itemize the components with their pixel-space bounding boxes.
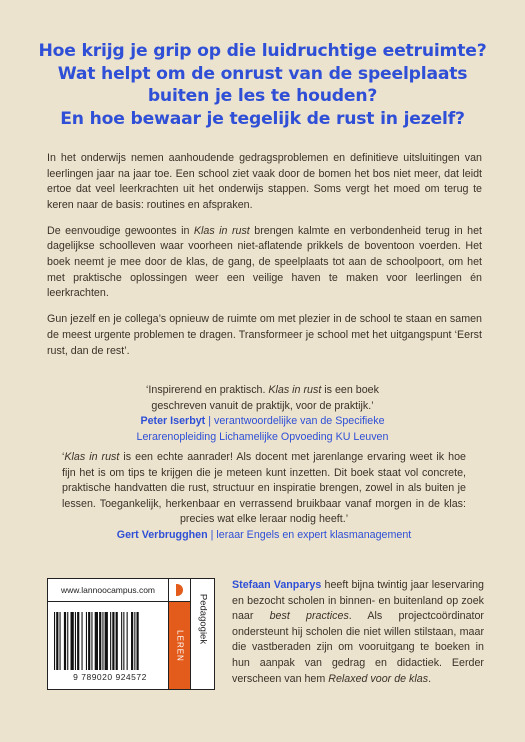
headline-1: Hoe krijg je grip op die luidruchtige eetruimte?: [38, 41, 487, 61]
author-bio: [232, 578, 484, 687]
book-title: Klas in rust: [193, 224, 250, 237]
quote-1-line-1: [60, 383, 465, 399]
separator: |: [208, 415, 212, 428]
quote-2-attribution: [62, 528, 466, 544]
blurb: [47, 151, 482, 370]
quote-2-book-title: Klas in rust: [64, 451, 120, 463]
quote-2-body: is een echte aanrader! Als docent met jarenlange ervaring weet ik hoe fijn het is om tips te krijgen die je meteen kunt inzetten. Dit boek staat vol concrete, praktische handvatten die rust, structuur en inspiratie brengen, zowel in als buiten je lessen. Toegankelijk, herkenbaar en verrassend bruikbaar vanaf morgen in de klas: precies wat elke leraar nodig heeft.’: [62, 451, 467, 526]
quote-1-role-1: verantwoordelijke van de Specifieke: [214, 415, 385, 428]
isbn-number: 9 789020 924572: [73, 672, 147, 682]
barcode-icon: [54, 612, 166, 670]
headline-3: En hoe bewaar je tegelijk de rust in jezelf?: [60, 109, 465, 129]
author-bio-a: heeft bijna twintig jaar leservaring en bezocht scholen in binnen- en buitenland op zoek naar: [232, 579, 484, 623]
quote-1-line-2: geschreven vanuit de praktijk, voor de praktijk.’: [151, 399, 374, 412]
headline-block: [30, 40, 495, 130]
barcode-panel: [47, 578, 215, 690]
quote-1-role-2: Lerarenopleiding Lichamelijke Opvoeding KU Leuven: [136, 430, 389, 443]
quote-1-attribution: [60, 414, 465, 430]
quote-2-role: leraar Engels en expert klasmanagement: [216, 528, 412, 541]
quote-1: [60, 383, 465, 445]
author-previous-book: Relaxed voor de klas: [328, 672, 429, 685]
p2-text-end: brengen kalmte en verbondenheid terug in het dagelijkse schoolleven waar voorheen niet-aflatende prikkels de boventoon voerden. Het boek neemt je mee door de klas, de gang, de speelplaats tot aan de schoolpoort, om het met praktische oplossingen weer een veilige haven te maken voor leerlingen én leerkrachten.: [47, 224, 482, 300]
quote-2-open: ‘: [62, 451, 65, 463]
quote-1-text-b: is een boek: [321, 384, 379, 396]
author-bio-c: .: [428, 672, 432, 685]
headline-2a: Wat helpt om de onrust van de speelplaats: [57, 64, 468, 84]
quote-1-text-a: ‘Inspirerend en praktisch.: [146, 384, 269, 396]
publisher-logo-icon: [169, 579, 191, 602]
author-bio-b: . Als projectcoördinator ondersteunt hij scholen die niet willen stilstaan, maar die vastberaden zijn om vooruitgang te boeken in hun aanpak van gedrag en didactiek. Eerder verscheen van hem: [232, 610, 484, 685]
imprint-label: LEREN: [175, 630, 185, 662]
author-name: Stefaan Vanparys: [232, 579, 322, 591]
category-column: [190, 579, 215, 689]
quote-2: [62, 450, 466, 544]
author-bio-em: best practices: [269, 610, 349, 623]
blurb-paragraph-2: [47, 224, 482, 302]
quote-1-author: Peter Iserbyt: [140, 415, 206, 428]
imprint-band: [169, 602, 191, 689]
publisher-url: www.lannoocampus.com: [48, 579, 168, 602]
quote-1-book-title: Klas in rust: [268, 384, 322, 396]
p2-text-start: De eenvoudige gewoontes in: [47, 224, 194, 237]
quote-2-author: Gert Verbrugghen: [116, 528, 208, 541]
category-label: Pedagogiek: [197, 593, 209, 645]
quote-2-text: [62, 450, 466, 528]
blurb-paragraph-3: Gun jezelf en je collega’s opnieuw de ruimte om met plezier in de school te staan en samen de meest urgente problemen te dragen. Transformeer je school met het uitgangspunt ‘Eerst rust, dan de rest’.: [47, 313, 482, 357]
separator: |: [210, 528, 214, 541]
headline-2b: buiten je les te houden?: [147, 86, 378, 106]
blurb-paragraph-1: In het onderwijs nemen aanhoudende gedragsproblemen en definitieve uitsluitingen van leerlingen jaar na jaar toe. Een school ziet vaak door de bomen het bos niet meer, dat leidt ertoe dat veel leerkrachten uit het onderwijs stappen. Soms vergt het moed om terug te keren naar de basis: routines en afspraken.: [47, 152, 482, 211]
imprint-column: [168, 579, 191, 689]
